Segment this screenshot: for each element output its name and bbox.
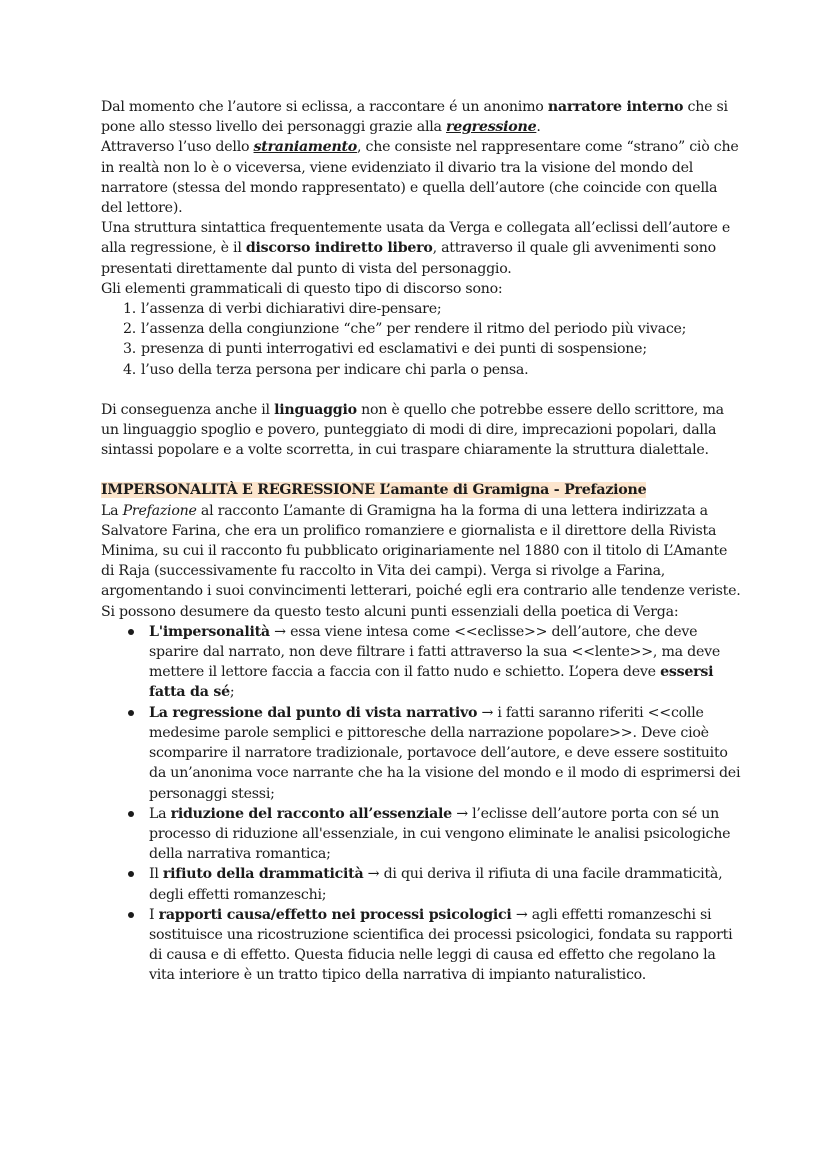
list-item: 1. l’assenza di verbi dichiarativi dire-pensare; [123,301,442,318]
list-item: L'impersonalità → essa viene intesa come <<eclisse>> dell’autore, che deve sparire dal narrato, non deve filtrare i fatti attraverso la sua <<lente>>, ma deve mettere il lettore faccia a faccia con il fatto nudo e schietto. L’opera deve essersi fatta da sé; [149,622,741,703]
emphasis-term: straniamento [253,139,358,156]
bullet-icon [128,811,134,817]
arrow-icon: → [269,623,291,640]
bold-term: linguaggio [274,401,357,418]
numbered-list [101,299,741,380]
list-item: 2. l’assenza della congiunzione “che” per rendere il ritmo del periodo più vivace; [123,321,687,338]
list-item: 3. presenza di punti interrogativi ed esclamativi e dei punti di sospensione; [123,341,647,358]
arrow-icon: → [477,704,498,721]
document-page [101,97,741,986]
bullet-list [101,622,741,986]
bullet-icon [128,629,134,635]
section-heading-wrap [101,480,741,500]
list-item: I rapporti causa/effetto nei processi psicologici → agli effetti romanzeschi si sostituisce una ricostruzione scientifica dei processi psicologici, fondata su rapporti di causa e di effetto. Questa fiducia nelle leggi di causa ed effetto che regolano la vita interiore è un tratto tipico della narrativa di impianto naturalistico. [149,905,741,986]
paragraph-elementi: Gli elementi grammaticali di questo tipo di discorso sono: [101,280,503,297]
bullet-icon [128,710,134,716]
spacer [101,380,741,400]
spacer [101,460,741,480]
paragraph-punti: Si possono desumere da questo testo alcuni punti essenziali della poetica di Verga: [101,603,679,620]
list-item: Il rifiuto della drammaticità → di qui deriva il rifiuta di una facile drammaticità, degli effetti romanzeschi; [149,864,741,904]
list-item: La regressione dal punto di vista narrativo → i fatti saranno riferiti <<colle medesime parole semplici e pittoresche della narrazione popolare>>. Deve cioè scomparire il narratore tradizionale, portavoce dell’autore, e deve essere sostituito da un’anonima voce narrante che ha la visione del mondo e il modo di esprimersi dei personaggi stessi; [149,703,741,804]
emphasis-term: regressione [446,119,537,136]
paragraph-narratore: Dal momento che l’autore si eclissa, a raccontare é un anonimo narratore interno che si pone allo stesso livello dei personaggi grazie alla regressione. [101,99,728,136]
arrow-icon: → [511,906,532,923]
bullet-icon [128,871,134,877]
paragraph-linguaggio: Di conseguenza anche il linguaggio non è quello che potrebbe essere dello scrittore, ma un linguaggio spoglio e povero, punteggiato di modi di dire, imprecazioni popolari, dalla sintassi popolare e a volte scorretta, in cui traspare chiaramente la struttura dialettale. [101,401,724,459]
list-item: La riduzione del racconto all’essenziale → l’eclisse dell’autore porta con sé un processo di riduzione all'essenziale, in cui vengono eliminate le analisi psicologiche della narrativa romantica; [149,804,741,865]
paragraph-prefazione: La Prefazione al racconto L’amante di Gramigna ha la forma di una lettera indirizzata a Salvatore Farina, che era un prolifico romanziere e giornalista e il direttore della Rivista Minima, su cui il racconto fu pubblicato originariamente nel 1880 con il titolo di L’Amante di Raja (successivamente fu raccolto in Vita dei campi). Verga si rivolge a Farina, argomentando i suoi convincimenti letterari, poiché egli era contrario alle tendenze veriste. [101,502,741,600]
arrow-icon: → [451,805,473,822]
italic-term: Prefazione [122,502,197,519]
section-heading: IMPERSONALITÀ E REGRESSIONE L’amante di Gramigna - Prefazione [101,482,647,499]
list-item: 4. l’uso della terza persona per indicare chi parla o pensa. [123,361,529,378]
bold-term: narratore interno [547,99,684,115]
arrow-icon: → [363,866,384,883]
bullet-icon [128,912,134,918]
paragraph-discorso-indiretto: Una struttura sintattica frequentemente usata da Verga e collegata all’eclissi dell’autore e alla regressione, è il discorso indiretto libero, attraverso il quale gli avvenimenti sono presentati direttamente dal punto di vista del personaggio. [101,220,730,277]
bold-term: discorso indiretto libero [245,240,433,257]
paragraph-straniamento: Attraverso l’uso dello straniamento, che consiste nel rappresentare come “strano” ciò che in realtà non lo è o viceversa, viene evidenziato il divario tra la visione del mondo del narratore (stessa del mondo rappresentato) e quella dell’autore (che coincide con quella del lettore). [101,139,739,217]
